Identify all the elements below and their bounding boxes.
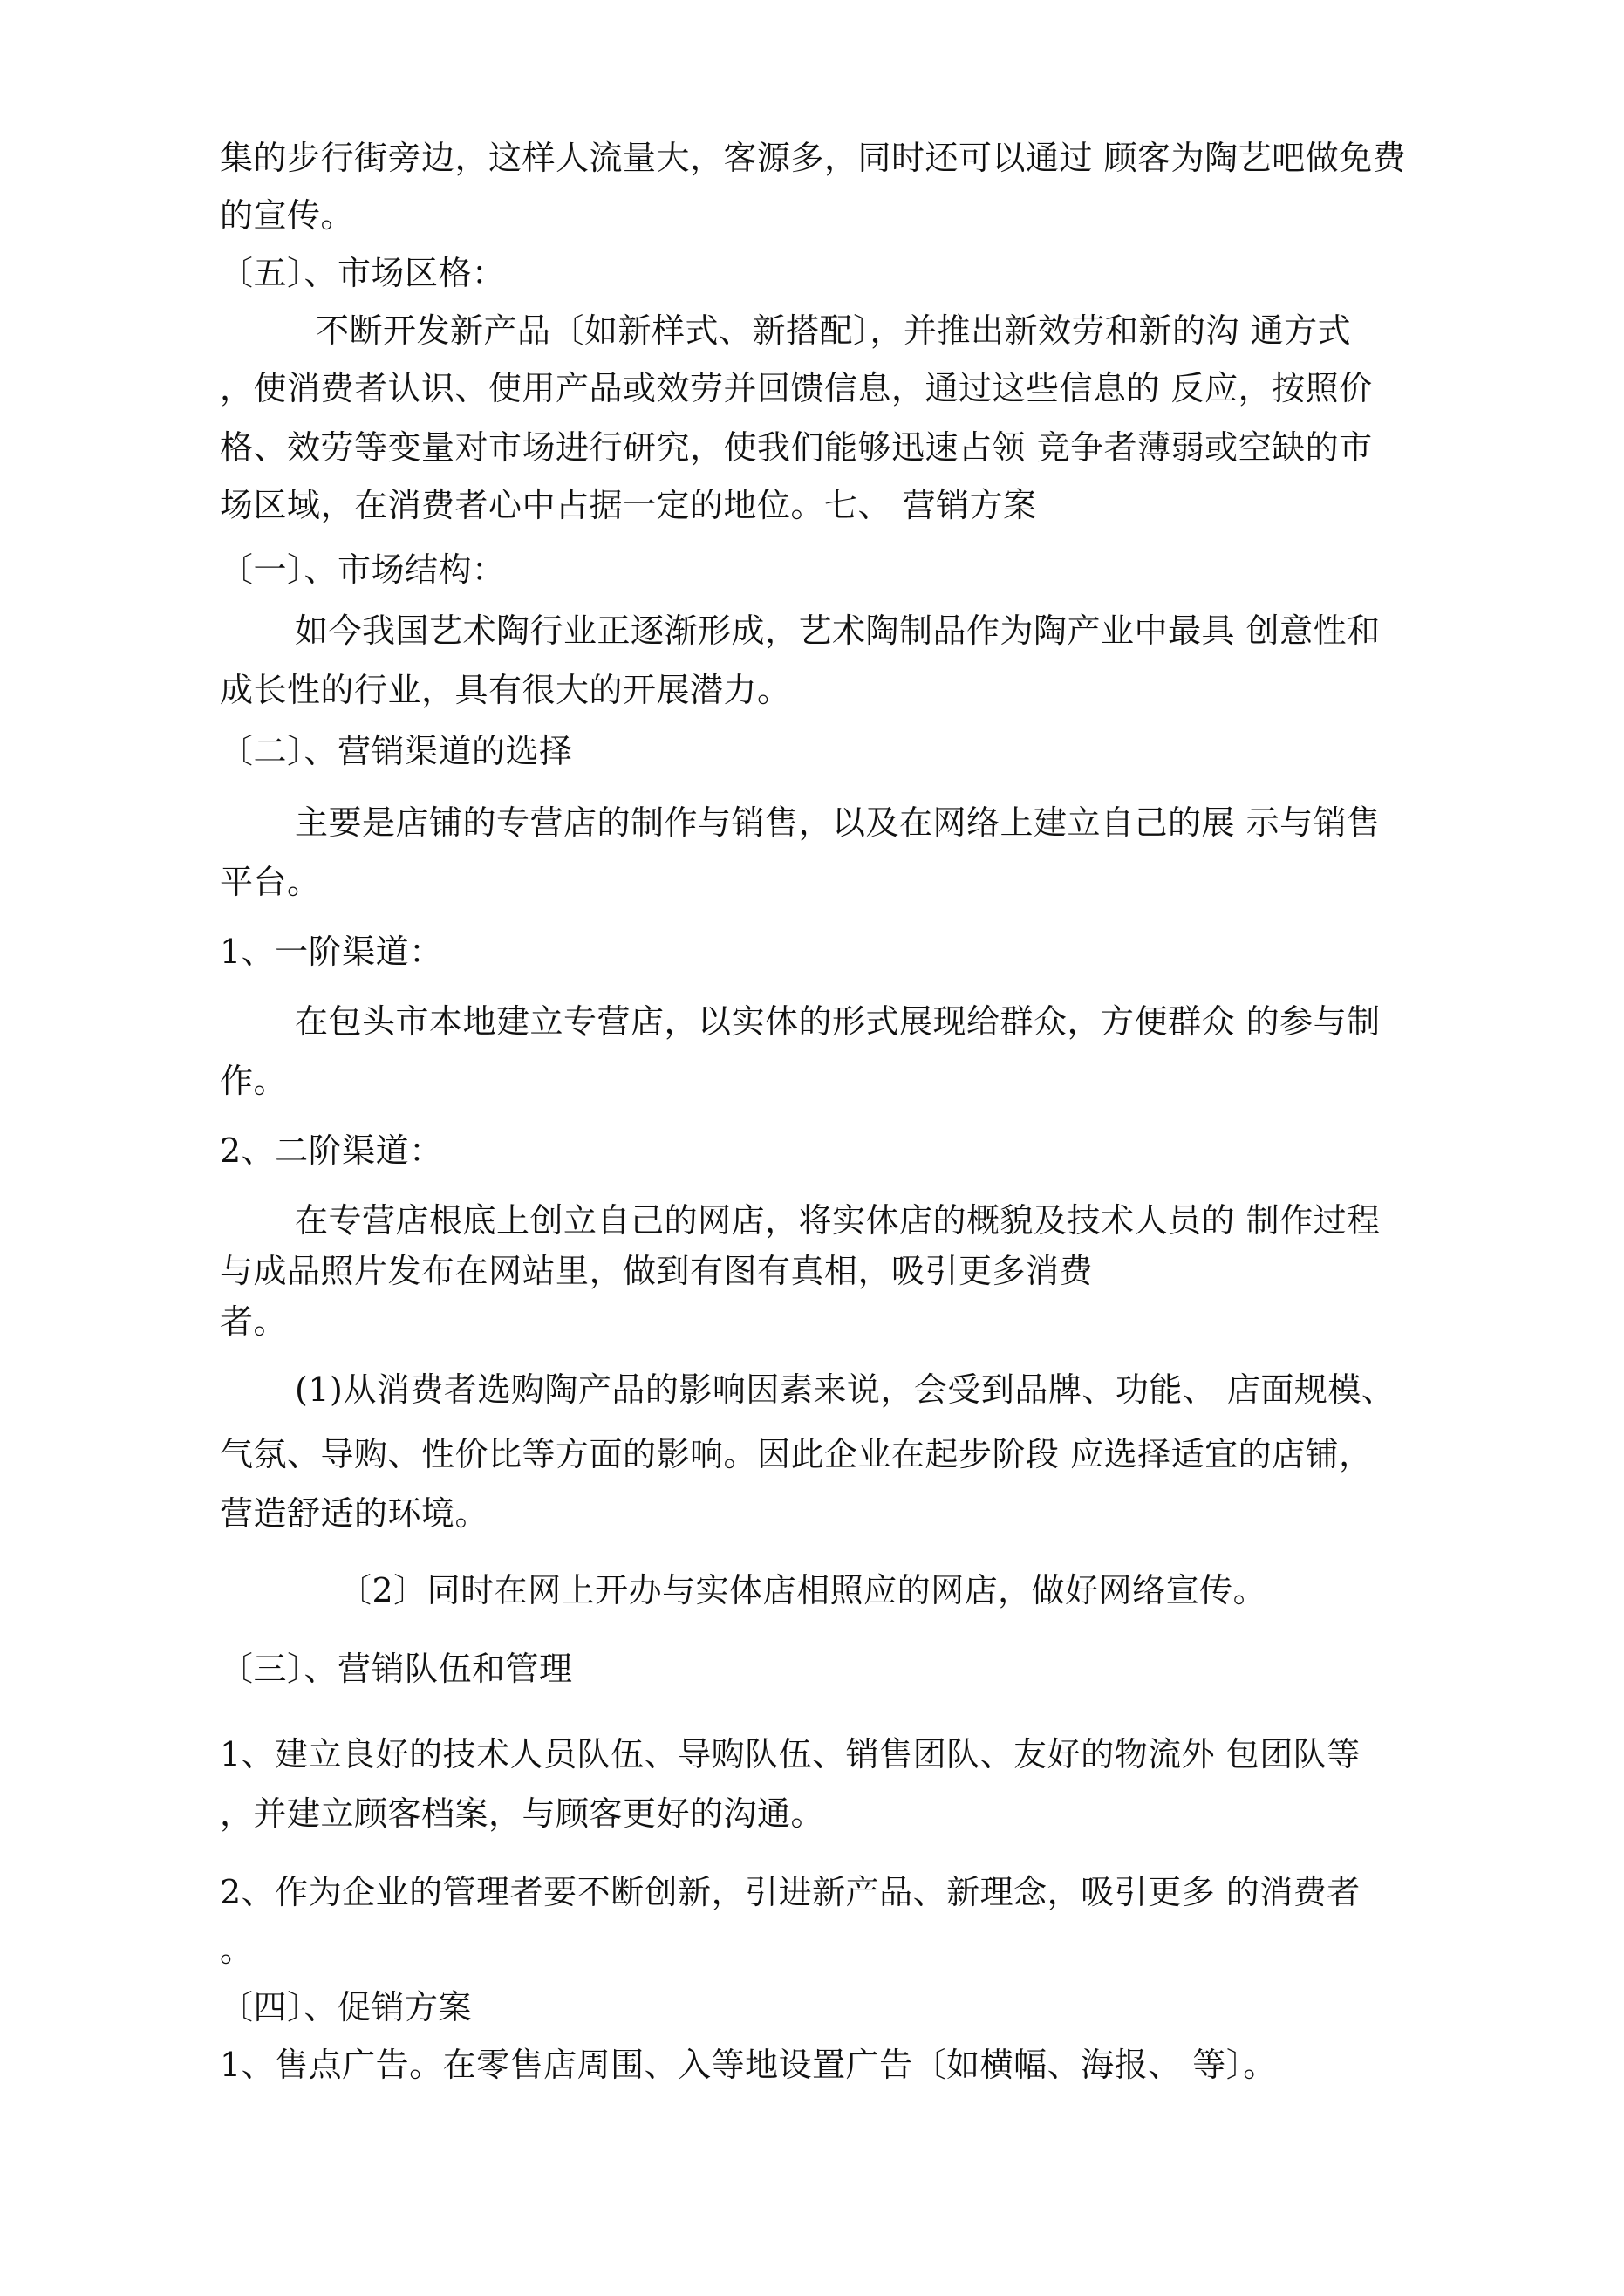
body-text-line: 1、建立良好的技术人员队伍、导购队伍、销售团队、友好的物流外 包团队等	[220, 1735, 1361, 1773]
body-text-line: 格、效劳等变量对市场进行研究，使我们能够迅速占领 竞争者薄弱或空缺的市	[220, 428, 1373, 467]
body-text-line: 在专营店根底上创立自己的网店，将实体店的概貌及技术人员的 制作过程	[295, 1201, 1381, 1240]
body-text-line: 〔2〕同时在网上开办与实体店相照应的网店，做好网络宣传。	[338, 1571, 1267, 1609]
body-text-line: 。	[220, 1930, 254, 1969]
body-text-line: 2、作为企业的管理者要不断创新，引进新产品、新理念，吸引更多 的消费者	[220, 1873, 1361, 1911]
body-text-line: 平台。	[220, 863, 321, 901]
subsection-heading: 1、一阶渠道：	[220, 933, 443, 971]
body-text-line: 不断开发新产品〔如新样式、新搭配〕，并推出新效劳和新的沟 通方式	[316, 311, 1352, 350]
body-text-line: 的宣传。	[220, 196, 355, 235]
body-text-line: 场区域，在消费者心中占据一定的地位。七、 营销方案	[220, 486, 1037, 524]
section-heading: 〔四〕、促销方案	[220, 1988, 473, 2026]
body-text-line: 气氛、导购、性价比等方面的影响。因此企业在起步阶段 应选择适宜的店铺，	[220, 1435, 1373, 1473]
body-text-line: 在包头市本地建立专营店，以实体的形式展现给群众，方便群众 的参与制	[295, 1002, 1381, 1041]
body-text-line: ，并建立顾客档案，与顾客更好的沟通。	[220, 1794, 825, 1833]
body-text-line: 主要是店铺的专营店的制作与销售，以及在网络上建立自己的展 示与销售	[295, 803, 1381, 842]
body-text-line: 1、售点广告。在零售店周围、入等地设置广告〔如横幅、海报、 等〕。	[220, 2046, 1277, 2084]
section-heading: 〔一〕、市场结构：	[220, 550, 506, 589]
body-text-line: 成长性的行业，具有很大的开展潜力。	[220, 671, 791, 709]
body-text-line: ，使消费者认识、使用产品或效劳并回馈信息，通过这些信息的 反应，按照价	[220, 369, 1373, 407]
body-text-line: 与成品照片发布在网站里，做到有图有真相，吸引更多消费	[220, 1252, 1094, 1290]
section-heading: 〔五〕、市场区格：	[220, 254, 506, 292]
body-text-line: (1)从消费者选购陶产品的影响因素来说，会受到品牌、功能、 店面规模、	[295, 1370, 1395, 1409]
body-text-line: 者。	[220, 1302, 288, 1341]
subsection-heading: 2、二阶渠道：	[220, 1131, 443, 1170]
section-heading: 〔二〕、营销渠道的选择	[220, 732, 573, 770]
body-text-line: 如今我国艺术陶行业正逐渐形成，艺术陶制品作为陶产业中最具 创意性和	[295, 612, 1381, 650]
body-text-line: 作。	[220, 1062, 288, 1100]
section-heading: 〔三〕、营销队伍和管理	[220, 1650, 573, 1688]
body-text-line: 营造舒适的环境。	[220, 1494, 489, 1533]
body-text-line: 集的步行街旁边，这样人流量大，客源多，同时还可以通过 顾客为陶艺吧做免费	[220, 139, 1407, 177]
